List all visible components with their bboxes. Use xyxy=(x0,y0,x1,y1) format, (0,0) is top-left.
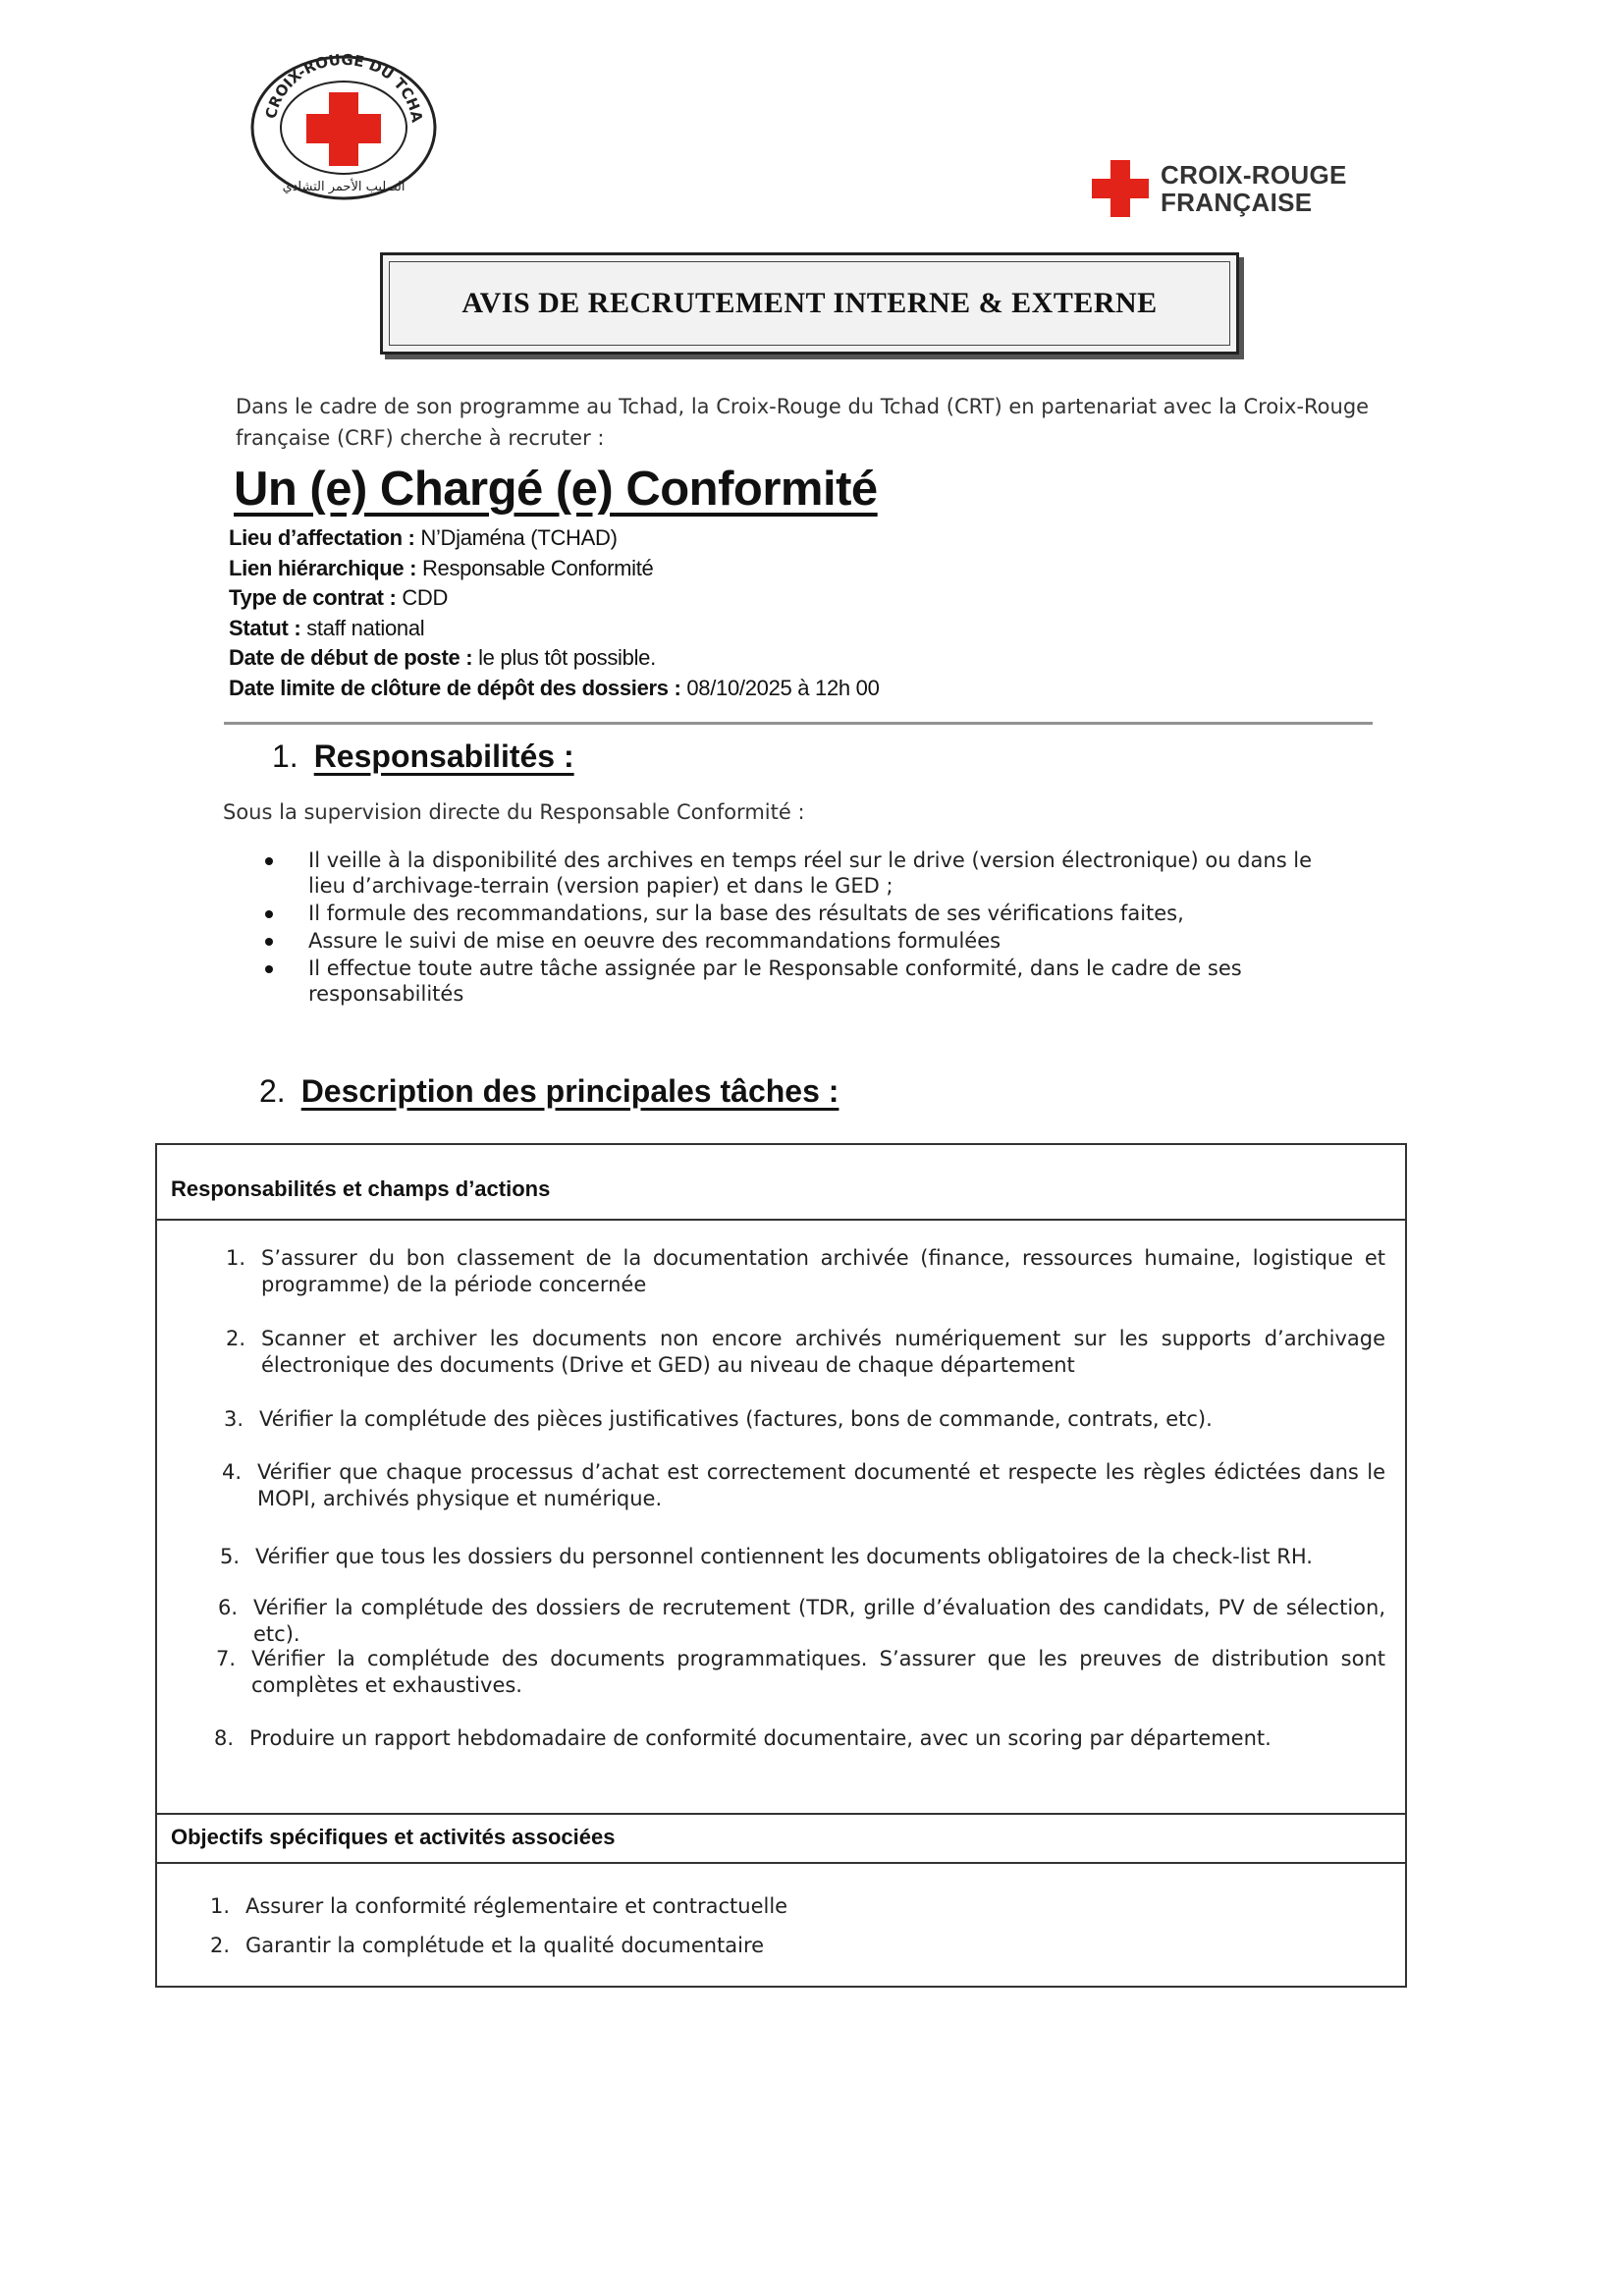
section2-heading: 2. Description des principales tâches : xyxy=(259,1073,839,1109)
list-item: Assure le suivi de mise en oeuvre des recommandations formulées xyxy=(265,928,1340,954)
red-cross-icon xyxy=(1092,160,1149,217)
detail-reporting-line: Lien hiérarchique : Responsable Conformité xyxy=(229,555,654,580)
separator-line xyxy=(224,722,1373,725)
detail-status: Statut : staff national xyxy=(229,615,425,640)
section1-heading: 1. Responsabilités : xyxy=(272,738,574,774)
table-row: 3. Vérifier la complétude des pièces justificatives (factures, bons de commande, contrats, etc). xyxy=(224,1407,1213,1431)
crf-logo-line2: FRANÇAISE xyxy=(1161,188,1313,217)
crf-logo-line1: CROIX-ROUGE xyxy=(1161,160,1347,190)
detail-contract-type: Type de contrat : CDD xyxy=(229,585,449,611)
red-cross-icon xyxy=(306,92,381,166)
list-item: Il formule des recommandations, sur la base des résultats de ses vérifications faites, xyxy=(265,901,1340,926)
table-header-objectives: Objectifs spécifiques et activités associées xyxy=(171,1825,616,1849)
detail-deadline: Date limite de clôture de dépôt des dossiers : 08/10/2025 à 12h 00 xyxy=(229,675,880,700)
table-rule xyxy=(157,1862,1405,1864)
croix-rouge-tchad-logo xyxy=(247,43,439,200)
job-title: Un (e) Chargé (e) Conformité xyxy=(234,463,878,516)
job-details xyxy=(229,523,1211,704)
table-row: 7. Vérifier la complétude des documents programmatiques. S’assurer que les preuves de distribution sont complètes et exhaustives. xyxy=(216,1647,1385,1697)
detail-start-date: Date de début de poste : le plus tôt possible. xyxy=(229,645,656,671)
table-header-responsibilities: Responsabilités et champs d’actions xyxy=(171,1176,551,1201)
table-rule xyxy=(157,1219,1405,1221)
crt-logo-text: CROIX-ROUGE DU TCHA xyxy=(261,50,426,124)
intro-paragraph: Dans le cadre de son programme au Tchad, la Croix-Rouge du Tchad (CRT) en partenariat avec la Croix-Rouge française (CRF) cherche à recruter : xyxy=(236,395,1370,450)
table-row: 2. Scanner et archiver les documents non encore archivés numériquement sur les supports d’archivage électronique des documents (Drive et GED) au niveau de chaque département xyxy=(226,1327,1385,1377)
table-row: 1. S’assurer du bon classement de la documentation archivée (finance, ressources humaine, logistique et programme) de la période concernée xyxy=(226,1246,1385,1296)
table-row: 1. Assurer la conformité réglementaire et contractuelle xyxy=(210,1894,788,1918)
list-item: Il effectue toute autre tâche assignée par le Responsable conformité, dans le cadre de ses responsabilités xyxy=(265,956,1340,1007)
table-row: 8. Produire un rapport hebdomadaire de conformité documentaire, avec un scoring par département. xyxy=(214,1726,1272,1750)
croix-rouge-francaise-logo xyxy=(1092,155,1377,224)
table-row: 2. Garantir la complétude et la qualité documentaire xyxy=(210,1934,765,1957)
table-rule xyxy=(157,1813,1405,1815)
list-item: Il veille à la disponibilité des archives en temps réel sur le drive (version électronique) ou dans le lieu d’archivage-terrain (version papier) et dans le GED ; xyxy=(265,847,1340,899)
detail-location: Lieu d’affectation : N’Djaména (TCHAD) xyxy=(229,525,618,550)
table-row: 6. Vérifier la complétude des dossiers de recrutement (TDR, grille d’évaluation des candidats, PV de sélection, etc). xyxy=(218,1596,1385,1646)
table-row: 4. Vérifier que chaque processus d’achat est correctement documenté et respecte les règles édictées dans le MOPI, archivés physique et numérique. xyxy=(222,1460,1385,1510)
responsibilities-list xyxy=(265,847,1340,1009)
section1-subheading: Sous la supervision directe du Responsable Conformité : xyxy=(223,800,805,824)
tasks-table xyxy=(155,1143,1407,1988)
title-box xyxy=(380,252,1239,355)
crt-logo-arabic: الصليب الأحمر التشادي xyxy=(282,180,406,194)
table-row: 5. Vérifier que tous les dossiers du personnel contiennent les documents obligatoires de la check-list RH. xyxy=(220,1545,1313,1568)
page-title: AVIS DE RECRUTEMENT INTERNE & EXTERNE xyxy=(389,261,1230,346)
